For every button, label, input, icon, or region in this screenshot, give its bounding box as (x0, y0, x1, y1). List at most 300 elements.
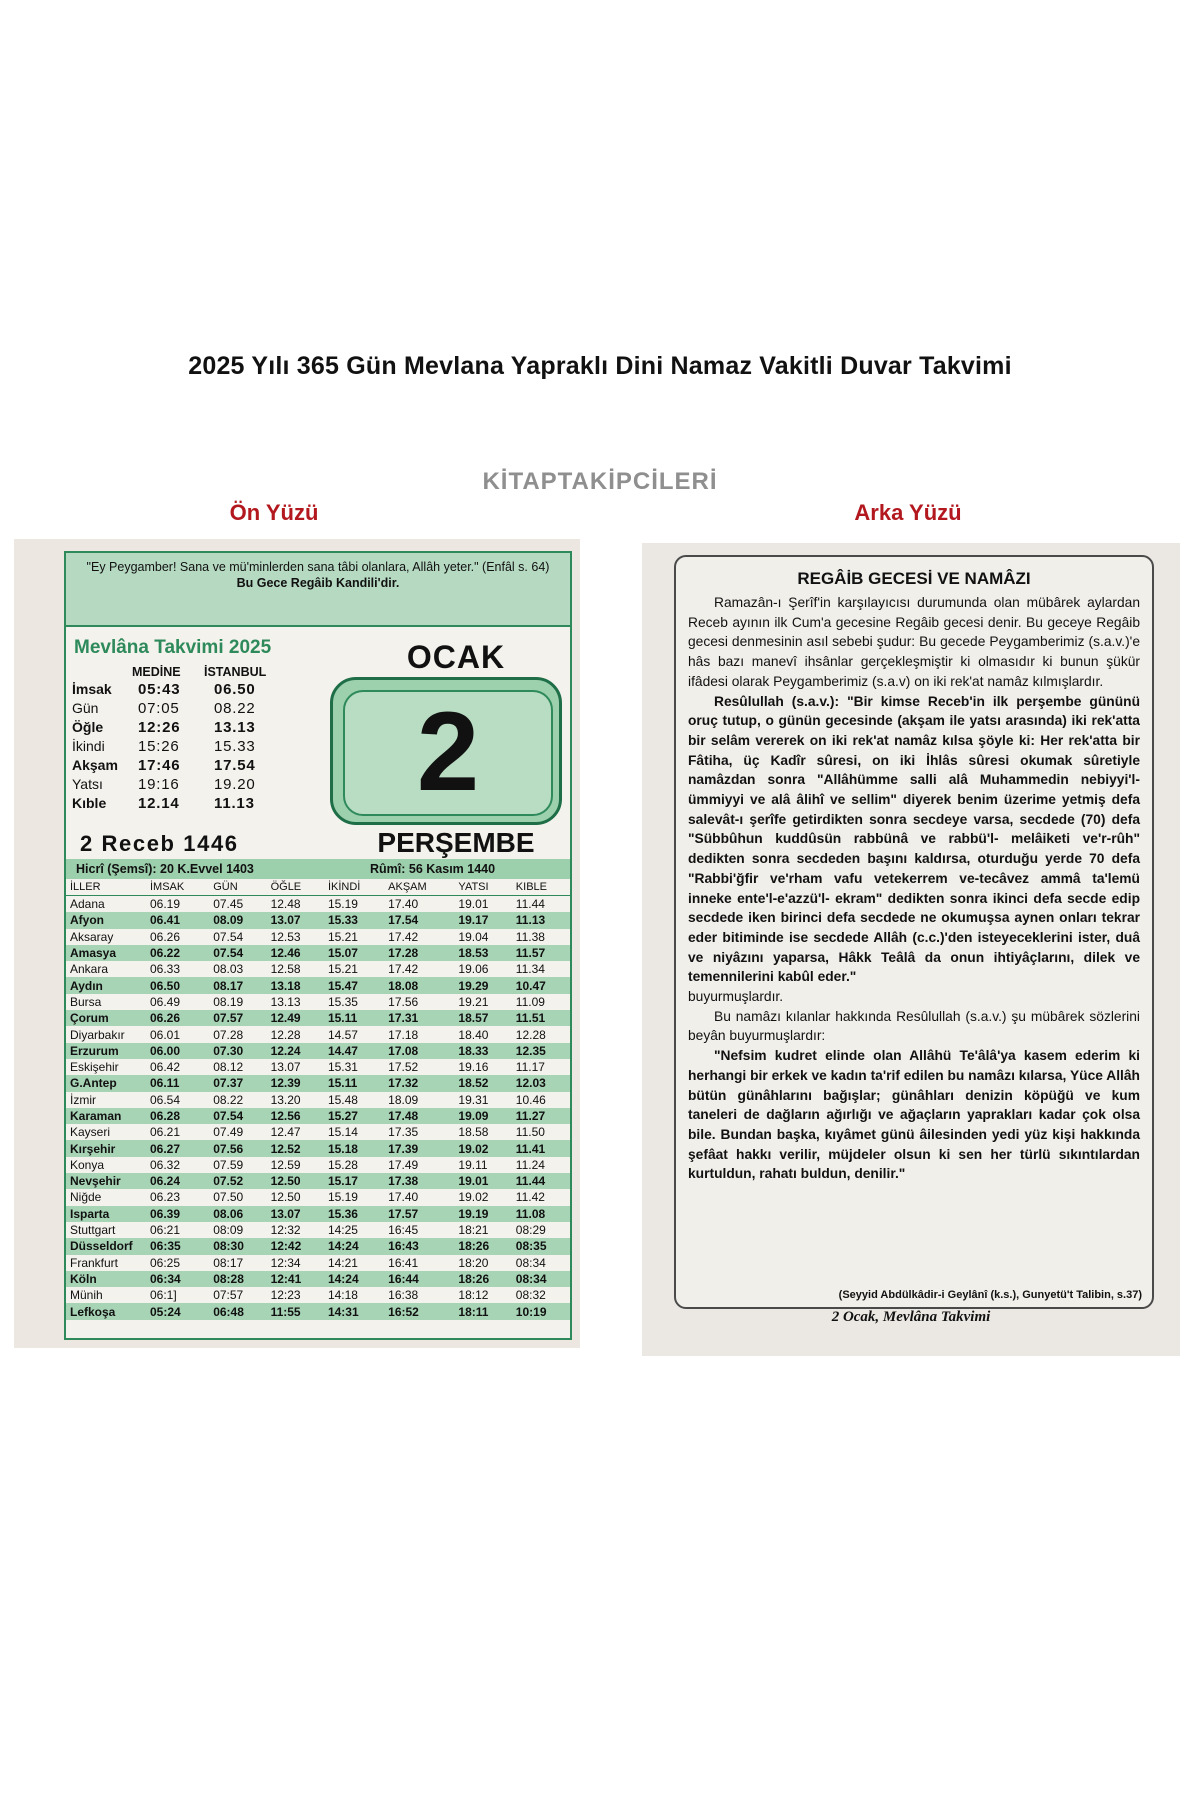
time-cell: 17.39 (384, 1140, 454, 1156)
time-cell: 11.57 (512, 945, 570, 961)
time-cell: 19.01 (454, 1173, 511, 1189)
time-cell: 19.17 (454, 912, 511, 928)
medine-time: 12:26 (138, 719, 181, 736)
time-cell: 17.42 (388, 929, 419, 944)
time-cell: 08:32 (515, 1288, 546, 1303)
time-cell: 07.54 (209, 945, 266, 961)
time-cell: 14:21 (327, 1255, 358, 1270)
column-header: GÜN (209, 879, 266, 896)
table-row (66, 1108, 570, 1124)
city-name: Düsseldorf (66, 1238, 146, 1254)
time-cell: 15.19 (327, 1190, 358, 1205)
time-cell: 11.44 (515, 897, 545, 912)
time-cell: 08:29 (515, 1223, 546, 1238)
time-cell: 17.32 (384, 1075, 454, 1091)
front-side-label: Ön Yüzü (229, 500, 319, 525)
time-cell: 18:11 (454, 1303, 511, 1319)
time-cell: 11.13 (512, 912, 570, 928)
table-row (66, 1059, 570, 1075)
time-cell: 11.38 (515, 929, 545, 944)
table-row (66, 1271, 570, 1287)
table-row (66, 1075, 570, 1091)
city-name: İzmir (70, 1092, 96, 1107)
time-cell: 06.49 (150, 994, 181, 1009)
time-cell: 06.22 (146, 945, 209, 961)
time-cell: 12:42 (267, 1238, 324, 1254)
time-cell: 19.31 (458, 1092, 489, 1107)
time-cell: 08:09 (213, 1223, 244, 1238)
time-cell: 06:1] (150, 1288, 177, 1303)
back-side-label: Arka Yüzü (854, 500, 962, 525)
time-cell: 07.37 (209, 1075, 266, 1091)
table-row (66, 896, 570, 913)
time-cell: 13.20 (270, 1092, 301, 1107)
time-cell: 12.28 (515, 1027, 546, 1042)
article-paragraph: "Nefsim kudret elinde olan Allâhü Te'âlâ'ya kasem ederim ki herhangi bir erkek ve kadın ta'rif edilen bu namâzı kılarsa, Yüce Allâh bütün günâhlarını bağışlar; günâhları denizin köpüğü ve kum taneleri de dağların ağırlığı ve ağaçların yaprakları kadar çok olsa bile. Bundan başka, kıyâmet günü âilesinden yedi yüz kişi hakkında şefâat hakkı verilir, müjdeler olsun ki sen her türlü sıkıntılardan kurtuldun, rahatı buldun, denilir." (688, 1048, 1140, 1182)
istanbul-time: 11.13 (214, 795, 255, 812)
time-cell: 19.09 (454, 1108, 511, 1124)
city-name: Köln (66, 1271, 146, 1287)
time-cell: 06.32 (150, 1157, 181, 1172)
time-cell: 15.33 (324, 912, 384, 928)
medine-time: 15:26 (138, 738, 180, 755)
time-cell: 08.17 (209, 977, 266, 993)
time-cell: 12:41 (267, 1271, 324, 1287)
table-row (66, 1222, 570, 1238)
istanbul-time: 13.13 (214, 719, 256, 736)
time-cell: 16:43 (384, 1238, 454, 1254)
city-name: Frankfurt (70, 1255, 119, 1270)
time-cell: 10:19 (512, 1303, 570, 1319)
time-cell: 12.50 (270, 1190, 301, 1205)
prayer-time-row (72, 757, 292, 775)
time-cell: 06.01 (150, 1027, 181, 1042)
time-cell: 18.52 (454, 1075, 511, 1091)
time-cell: 19.02 (454, 1140, 511, 1156)
time-cell: 06.41 (146, 912, 209, 928)
table-row (66, 961, 570, 977)
time-cell: 08:30 (209, 1238, 266, 1254)
article-body (688, 593, 1140, 1184)
time-cell: 06.11 (146, 1075, 209, 1091)
city-prayer-table (66, 879, 570, 1320)
time-cell: 08.09 (209, 912, 266, 928)
prayer-name: Yatsı (72, 776, 103, 792)
time-cell: 12.59 (270, 1157, 301, 1172)
time-cell: 11.27 (512, 1108, 570, 1124)
city-name: Kırşehir (66, 1140, 146, 1156)
table-row (66, 1303, 570, 1319)
time-cell: 06.24 (146, 1173, 209, 1189)
time-cell: 08.12 (213, 1060, 244, 1075)
hijri-date: 2 Receb 1446 (80, 831, 239, 856)
time-cell: 15.11 (324, 1010, 384, 1026)
time-cell: 15.27 (324, 1108, 384, 1124)
time-cell: 13.07 (267, 1206, 324, 1222)
table-row (66, 1157, 570, 1173)
city-name: Konya (70, 1157, 105, 1172)
prayer-time-row (72, 700, 292, 718)
prayer-time-row (72, 795, 292, 813)
time-cell: 17.42 (388, 962, 419, 977)
time-cell: 19.01 (458, 897, 489, 912)
time-cell: 15.19 (327, 897, 358, 912)
time-cell: 14:18 (327, 1288, 358, 1303)
medine-time: 12.14 (138, 795, 180, 812)
medine-time: 17:46 (138, 757, 181, 774)
time-cell: 12.56 (267, 1108, 324, 1124)
time-cell: 19.16 (458, 1060, 489, 1075)
time-cell: 19.29 (454, 977, 511, 993)
time-cell: 12.58 (270, 962, 301, 977)
time-cell: 12.28 (270, 1027, 301, 1042)
time-cell: 18.33 (454, 1043, 511, 1059)
time-cell: 17.08 (384, 1043, 454, 1059)
time-cell: 13.13 (270, 994, 301, 1009)
time-cell: 08:34 (512, 1271, 570, 1287)
time-cell: 06:48 (209, 1303, 266, 1319)
time-cell: 14:31 (324, 1303, 384, 1319)
time-cell: 13.07 (270, 1060, 301, 1075)
time-cell: 06.28 (146, 1108, 209, 1124)
prayer-name: Kıble (72, 795, 107, 811)
time-cell: 14:24 (324, 1238, 384, 1254)
time-cell: 08:35 (512, 1238, 570, 1254)
time-cell: 07.57 (209, 1010, 266, 1026)
time-cell: 15.28 (327, 1157, 358, 1172)
time-cell: 06:25 (150, 1255, 181, 1270)
column-header: ÖĞLE (267, 879, 324, 896)
time-cell: 10.46 (515, 1092, 546, 1107)
time-cell: 12.39 (267, 1075, 324, 1091)
medine-time: 19:16 (138, 776, 180, 793)
city-name: Eskişehir (70, 1060, 119, 1075)
table-row (66, 977, 570, 993)
time-cell: 06.26 (146, 1010, 209, 1026)
time-cell: 15.21 (327, 962, 358, 977)
time-cell: 17.35 (388, 1125, 419, 1140)
time-cell: 17.40 (388, 897, 419, 912)
time-cell: 12:32 (270, 1223, 301, 1238)
city-table-header (66, 879, 570, 896)
table-row (66, 1043, 570, 1059)
time-cell: 06.27 (146, 1140, 209, 1156)
table-row (66, 1189, 570, 1205)
rumi-date: Rûmî: 56 Kasım 1440 (370, 862, 496, 876)
time-cell: 08.03 (213, 962, 244, 977)
istanbul-time: 08.22 (214, 700, 256, 717)
table-row (66, 1287, 570, 1303)
time-cell: 18.57 (454, 1010, 511, 1026)
city-name: G.Antep (66, 1075, 146, 1091)
time-cell: 17.18 (388, 1027, 419, 1042)
city-name: Kayseri (70, 1125, 111, 1140)
time-cell: 18.40 (458, 1027, 489, 1042)
hicri-shamsi-date: Hicrî (Şemsî): 20 K.Evvel 1403 (76, 862, 254, 876)
time-cell: 08:34 (515, 1255, 546, 1270)
time-cell: 19.06 (458, 962, 489, 977)
time-cell: 11:55 (267, 1303, 324, 1319)
time-cell: 11.34 (515, 962, 545, 977)
verse-quote: "Ey Peygamber! Sana ve mü'minlerden sana tâbi olanlara, Allâh yeter." (Enfâl s. 64) (86, 560, 550, 574)
city-name: Erzurum (66, 1043, 146, 1059)
time-cell: 18:20 (458, 1255, 489, 1270)
table-row (66, 929, 570, 945)
era-dates-bar (66, 859, 570, 879)
article-source: (Seyyid Abdülkâdir-i Geylânî (k.s.), Gunyetü't Talibin, s.37) (838, 1289, 1142, 1301)
table-row (66, 1140, 570, 1156)
time-cell: 17.56 (388, 994, 419, 1009)
time-cell: 06:21 (150, 1223, 181, 1238)
time-cell: 16:45 (388, 1223, 419, 1238)
time-cell: 17.54 (384, 912, 454, 928)
time-cell: 11.51 (512, 1010, 570, 1026)
time-cell: 15.18 (324, 1140, 384, 1156)
back-footer: 2 Ocak, Mevlâna Takvimi (831, 1309, 991, 1325)
prayer-name: Gün (72, 700, 99, 716)
city-name: Nevşehir (66, 1173, 146, 1189)
table-row (66, 912, 570, 928)
time-cell: 19.21 (458, 994, 489, 1009)
time-cell: 06.54 (150, 1092, 181, 1107)
medine-time: 05:43 (138, 681, 181, 698)
time-cell: 15.35 (327, 994, 358, 1009)
time-cell: 19.19 (454, 1206, 511, 1222)
city-name: Karaman (66, 1108, 146, 1124)
time-cell: 18:26 (454, 1271, 511, 1287)
city-name: Çorum (66, 1010, 146, 1026)
brand-title: Mevlâna Takvimi 2025 (74, 637, 272, 658)
time-cell: 17.31 (384, 1010, 454, 1026)
prayer-time-row (72, 719, 292, 737)
time-cell: 18:12 (458, 1288, 489, 1303)
time-cell: 19.02 (458, 1190, 489, 1205)
day-number-inner (343, 690, 553, 816)
time-cell: 16:44 (384, 1271, 454, 1287)
time-cell: 17.28 (384, 945, 454, 961)
time-cell: 12.49 (267, 1010, 324, 1026)
time-cell: 14:24 (324, 1271, 384, 1287)
article-paragraph: buyurmuşlardır. (688, 989, 784, 1005)
prayer-column-headers (132, 665, 276, 679)
prayer-name: İmsak (72, 681, 112, 697)
time-cell: 07.45 (213, 897, 244, 912)
medine-header: MEDİNE (132, 665, 181, 679)
time-cell: 08.19 (213, 994, 244, 1009)
time-cell: 10.47 (512, 977, 570, 993)
time-cell: 17.52 (388, 1060, 419, 1075)
istanbul-time: 06.50 (214, 681, 256, 698)
time-cell: 15.36 (324, 1206, 384, 1222)
time-cell: 15.31 (327, 1060, 358, 1075)
time-cell: 12.35 (512, 1043, 570, 1059)
time-cell: 07.54 (213, 929, 244, 944)
front-calendar-frame (64, 551, 572, 1340)
time-cell: 19.11 (458, 1157, 488, 1172)
city-name: Lefkoşa (66, 1303, 146, 1319)
city-name: Aksaray (70, 929, 114, 944)
article-paragraph: Bu namâzı kılanlar hakkında Resûlullah (s.a.v.) şu mübârek sözlerini beyân buyurmuşlardır: (688, 1008, 1140, 1044)
page-title: 2025 Yılı 365 Gün Mevlana Yapraklı Dini Namaz Vakitli Duvar Takvimi (188, 352, 1012, 380)
time-cell: 15.48 (327, 1092, 358, 1107)
time-cell: 11.17 (515, 1060, 545, 1075)
time-cell: 11.42 (515, 1190, 545, 1205)
time-cell: 13.07 (267, 912, 324, 928)
time-cell: 15.11 (324, 1075, 384, 1091)
time-cell: 18.08 (384, 977, 454, 993)
city-name: Afyon (66, 912, 146, 928)
table-row (66, 1173, 570, 1189)
prayer-time-row (72, 681, 292, 699)
time-cell: 18.53 (454, 945, 511, 961)
city-name: Münih (70, 1288, 103, 1303)
time-cell: 11.50 (515, 1125, 545, 1140)
time-cell: 17.57 (384, 1206, 454, 1222)
city-name: Aydın (66, 977, 146, 993)
column-header: İMSAK (146, 879, 209, 896)
time-cell: 06.50 (146, 977, 209, 993)
time-cell: 07.28 (213, 1027, 244, 1042)
time-cell: 12.46 (267, 945, 324, 961)
time-cell: 07.50 (213, 1190, 244, 1205)
time-cell: 07.56 (209, 1140, 266, 1156)
time-cell: 15.17 (324, 1173, 384, 1189)
time-cell: 14:25 (327, 1223, 358, 1238)
prayer-name: İkindi (72, 738, 105, 754)
time-cell: 07.30 (209, 1043, 266, 1059)
time-cell: 16:38 (388, 1288, 419, 1303)
istanbul-time: 15.33 (214, 738, 256, 755)
istanbul-header: İSTANBUL (204, 665, 267, 679)
prayer-name: Akşam (72, 757, 118, 773)
city-name: Bursa (70, 994, 102, 1009)
time-cell: 17.38 (384, 1173, 454, 1189)
time-cell: 11.09 (515, 994, 545, 1009)
time-cell: 11.41 (512, 1140, 570, 1156)
kandil-note: Bu Gece Regâib Kandili'dir. (236, 576, 400, 590)
time-cell: 15.21 (327, 929, 358, 944)
time-cell: 18:21 (458, 1223, 489, 1238)
time-cell: 08:17 (213, 1255, 244, 1270)
city-name: Ankara (70, 962, 109, 977)
city-name: Isparta (66, 1206, 146, 1222)
time-cell: 06.23 (150, 1190, 181, 1205)
month-name: OCAK (406, 639, 506, 675)
time-cell: 12.53 (270, 929, 301, 944)
time-cell: 06:35 (146, 1238, 209, 1254)
back-calendar-page (642, 543, 1180, 1356)
time-cell: 06.42 (150, 1060, 181, 1075)
time-cell: 18.09 (388, 1092, 419, 1107)
day-number-box (330, 677, 562, 825)
time-cell: 07.49 (213, 1125, 244, 1140)
table-row (66, 1238, 570, 1254)
time-cell: 14.57 (327, 1027, 358, 1042)
article-title: REGÂİB GECESİ VE NAMÂZI (797, 569, 1031, 588)
time-cell: 05:24 (146, 1303, 209, 1319)
column-header: İLLER (66, 879, 146, 896)
time-cell: 12.52 (267, 1140, 324, 1156)
istanbul-time: 17.54 (214, 757, 256, 774)
table-row (66, 994, 570, 1010)
time-cell: 12:34 (270, 1255, 301, 1270)
back-text-frame (674, 555, 1154, 1309)
time-cell: 11.08 (512, 1206, 570, 1222)
medine-time: 07:05 (138, 700, 180, 717)
time-cell: 06.19 (150, 897, 181, 912)
time-cell: 17.49 (388, 1157, 419, 1172)
city-table-body (66, 896, 570, 1320)
city-name: Niğde (70, 1190, 102, 1205)
city-name: Adana (70, 897, 105, 912)
table-row (66, 945, 570, 961)
table-row (66, 1255, 570, 1271)
table-row (66, 1206, 570, 1222)
time-cell: 07.54 (209, 1108, 266, 1124)
quote-box (66, 553, 570, 627)
time-cell: 12.24 (267, 1043, 324, 1059)
time-cell: 15.47 (324, 977, 384, 993)
time-cell: 12.47 (270, 1125, 301, 1140)
day-number: 2 (416, 689, 480, 814)
time-cell: 12.03 (512, 1075, 570, 1091)
article-paragraph: Resûlullah (s.a.v.): "Bir kimse Receb'in ilk perşembe gününü oruç tutup, o günün gecesinde (akşam ile yatsı arasında) iki rek'atta bir selâm vererek on iki rek'at namâz kılsa şöyle ki: Her rek'atta bir Fâtiha, üç Kadîr sûresi, on iki İhlâs sûresi okumak sûretiyle namâzdan sonra "Allâhümme salli alâ Muhammedin nebiyyi'l-ümmiyyi ve alâ âlihî ve sellim" diyerek benim üzerime yetmiş defa salevât-ı şerîfe getirdikten sonra secdeye varsa, secdede (70) defa "Sübbûhun kuddûsün rabbünâ ve rabbü'l- melâiketi ve'r-rûh" dedikten sonra secdeden başını kaldırsa, oturduğu yerde 70 defa "Rabbi'ğfir ve'rham vafu vetekerrem ve-tecâvez ammâ ta'lemü inneke ente'l-e'azzü'l- ekram" dedikten sonra ikinci defa secde edip secdede iken birinci defa secdede ne okumuşsa aynen onları tekrar eder bitiminde ise secdede Allâh (c.c.)'den isteyeceklerini ister, duâ ve niyâzını yaparsa, Hâkk Teâlâ da onun ihtiyâçlarını, dilek ve temennilerini kabûl eder." (688, 693, 1140, 985)
time-cell: 15.07 (324, 945, 384, 961)
time-cell: 06:34 (146, 1271, 209, 1287)
table-row (66, 1010, 570, 1026)
time-cell: 08:28 (209, 1271, 266, 1287)
front-calendar-page (14, 539, 580, 1348)
city-name: Amasya (66, 945, 146, 961)
city-name: Stuttgart (70, 1223, 116, 1238)
time-cell: 07:57 (213, 1288, 244, 1303)
table-row (66, 1092, 570, 1108)
time-cell: 08.06 (209, 1206, 266, 1222)
istanbul-time: 19.20 (214, 776, 256, 793)
weekday-name: PERŞEMBE (377, 827, 535, 858)
time-cell: 08.22 (213, 1092, 244, 1107)
time-cell: 06.33 (150, 962, 181, 977)
time-cell: 17.48 (384, 1108, 454, 1124)
prayer-time-row (72, 738, 292, 756)
city-name: Diyarbakır (70, 1027, 125, 1042)
time-cell: 07.52 (209, 1173, 266, 1189)
table-row (66, 1124, 570, 1140)
prayer-name: Öğle (72, 719, 104, 735)
table-row (66, 1026, 570, 1042)
time-cell: 06.00 (146, 1043, 209, 1059)
prayer-time-row (72, 776, 292, 794)
time-cell: 16:41 (388, 1255, 419, 1270)
article-paragraph: Ramazân-ı Şerîf'in karşılayıcısı durumunda olan mübârek aylardan Receb ayının ilk Cum'a gecesine Regâib gecesi denir. Bu geceye Regâib gecesi denmesinin asıl sebebi şudur: Bu gecede Peygamberimiz (s.a.v.)'e hâs bazı manevî ihsânlar gerçekleşmiştir ki olmasıdır ki bunun şükür ifâdesi olarak Peygamberimiz (s.a.v) on iki rek'at namâz kılmışlardır. (688, 595, 1140, 689)
column-header: AKŞAM (384, 879, 454, 896)
time-cell: 06.39 (146, 1206, 209, 1222)
time-cell: 18:26 (454, 1238, 511, 1254)
column-header: YATSI (454, 879, 511, 896)
time-cell: 17.40 (388, 1190, 419, 1205)
column-header: İKİNDİ (324, 879, 384, 896)
time-cell: 12.48 (270, 897, 301, 912)
time-cell: 06.21 (150, 1125, 181, 1140)
time-cell: 06.26 (150, 929, 181, 944)
time-cell: 19.04 (458, 929, 489, 944)
time-cell: 11.44 (512, 1173, 570, 1189)
time-cell: 14.47 (324, 1043, 384, 1059)
column-header: KIBLE (512, 879, 570, 896)
time-cell: 16:52 (384, 1303, 454, 1319)
time-cell: 07.59 (213, 1157, 244, 1172)
time-cell: 12:23 (270, 1288, 301, 1303)
